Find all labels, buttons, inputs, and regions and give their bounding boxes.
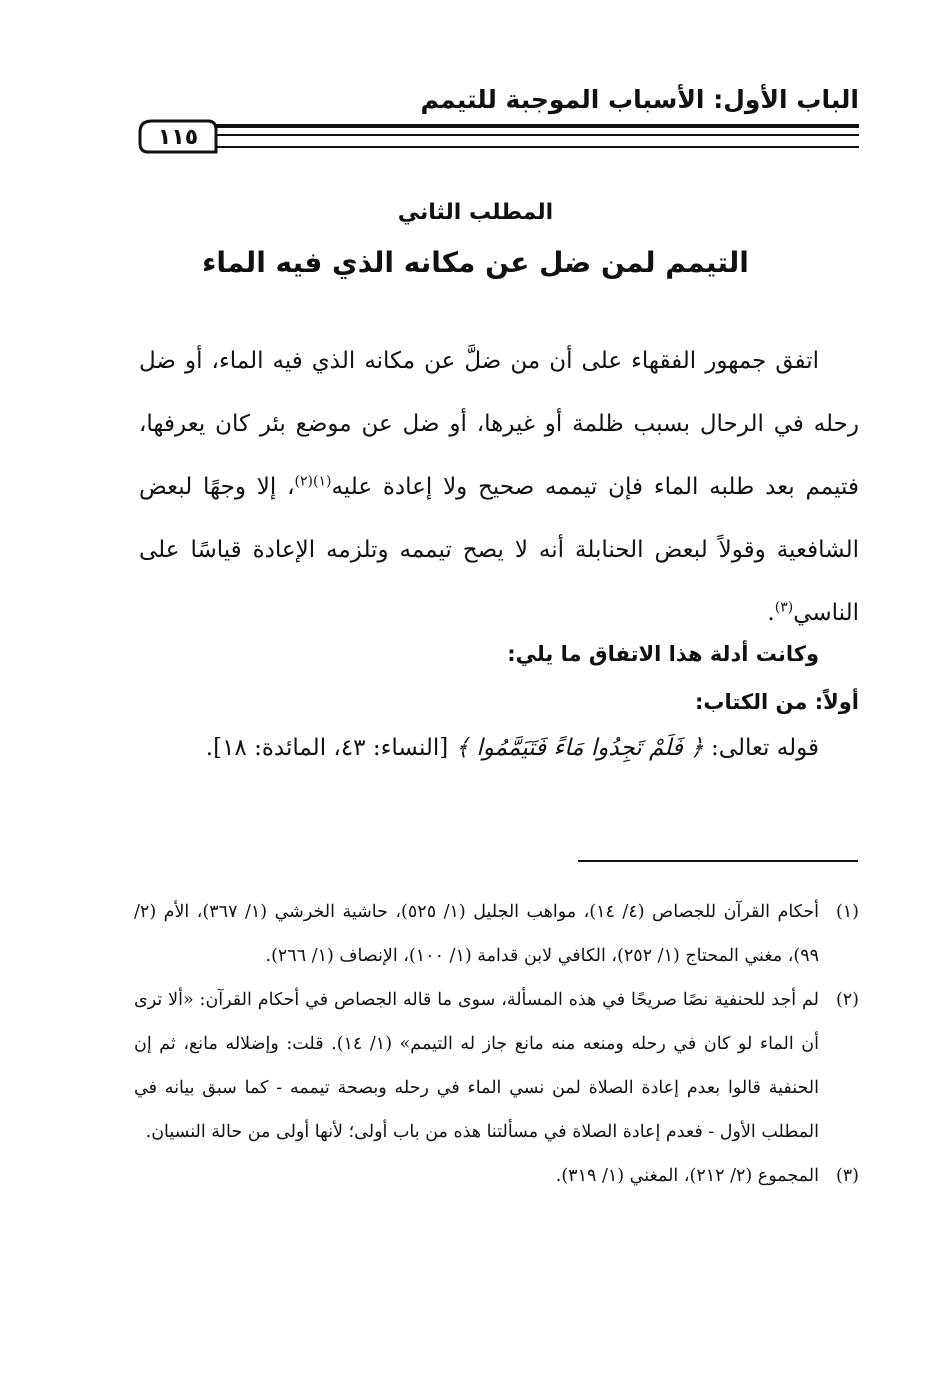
running-title: الباب الأول: الأسباب الموجبة للتيمم <box>420 85 859 114</box>
footnote-number: (٢) <box>835 990 859 1010</box>
page-number-badge <box>138 118 218 156</box>
footnote-text: المجموع (٢/ ٢١٢)، المغني (١/ ٣١٩). <box>555 1166 819 1186</box>
first-evidence-heading: أولاً: من الكتاب: <box>694 690 859 714</box>
verse-line <box>139 735 819 761</box>
footnote-ref-1-2[interactable]: (١)(٢) <box>294 473 332 490</box>
main-paragraph <box>139 330 859 645</box>
section-title: التيمم لمن ضل عن مكانه الذي فيه الماء <box>202 246 749 279</box>
footnote-text: لم أجد للحنفية نصًا صريحًا في هذه المسألة، سوى ما قاله الجصاص في أحكام القرآن: «ألا ترى أن الماء لو كان في رحله ومنعه منه مانع جاز له التيمم» (١/ ١٤). قلت: وإضلاله مانع، ثم إن الحنفية قالوا بعدم إعادة الصلاة لمن نسي الماء في رحله وبصحة تيممه - كما سبق بيانه في المطلب الأول - فعدم إعادة الصلاة في مسألتنا هذه من باب أولى؛ لأنها أولى من حالة النسيان. <box>134 990 819 1142</box>
footnotes <box>134 890 859 1198</box>
footnote <box>134 1154 859 1198</box>
footnote-ref-3[interactable]: (٣) <box>774 599 794 616</box>
footnote <box>134 890 859 978</box>
evidence-intro: وكانت أدلة هذا الاتفاق ما يلي: <box>507 642 819 666</box>
footnote <box>134 978 859 1154</box>
section-subtitle: المطلب الثاني <box>397 200 554 225</box>
paragraph-end: . <box>767 600 775 626</box>
header-rule-thick <box>215 124 859 128</box>
footnote-text: أحكام القرآن للجصاص (٤/ ١٤)، مواهب الجليل (١/ ٥٢٥)، حاشية الخرشي (١/ ٣٦٧)، الأم (٢/ ٩٩)، مغني المحتاج (١/ ٢٥٢)، الكافي لابن قدامة (١/ ١٠٠)، الإنصاف (١/ ٢٦٦). <box>134 902 820 966</box>
page-number: ١١٥ <box>157 124 199 150</box>
footnote-number: (١) <box>835 902 859 922</box>
verse-intro: قوله تعالى: <box>711 735 819 761</box>
paragraph-text-2: ، إلا وجهًا لبعض الشافعية وقولاً لبعض الحنابلة أنه لا يصح تيممه وتلزمه الإعادة قياسًا على الناسي <box>139 474 859 626</box>
quran-verse: ﴿ فَلَمْ تَجِدُوا مَاءً فَتَيَمَّمُوا ﴾ <box>455 735 704 761</box>
verse-reference: [النساء: ٤٣، المائدة: ١٨]. <box>205 735 449 761</box>
footnote-number: (٣) <box>835 1166 859 1186</box>
paragraph-text: اتفق جمهور الفقهاء على أن من ضلَّ عن مكانه الذي فيه الماء، أو ضل رحله في الرحال بسبب ظلمة أو غيرها، أو ضل عن موضع بئر كان يعرفها، فتيمم بعد طلبه الماء فإن تيممه صحيح ولا إعادة عليه <box>139 348 859 500</box>
footnote-separator <box>578 860 858 862</box>
header-rule-thin-lower <box>215 146 859 148</box>
header-rule-thin <box>215 134 859 136</box>
